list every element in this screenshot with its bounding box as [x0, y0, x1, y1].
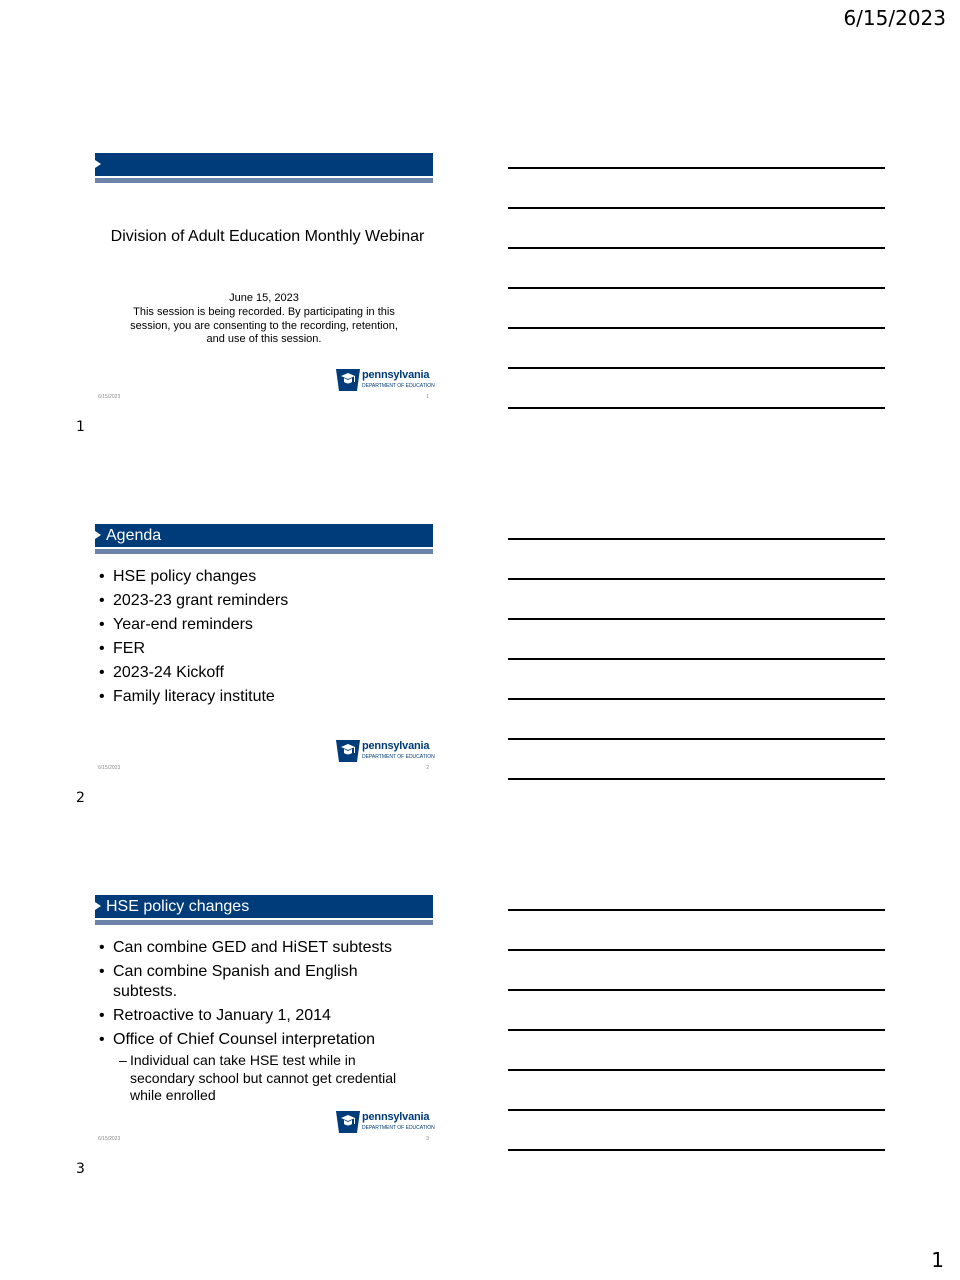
- list-item: • 2023-24 Kickoff: [98, 663, 428, 683]
- brand-department: DEPARTMENT OF EDUCATION: [362, 383, 435, 389]
- note-line: [508, 989, 885, 991]
- note-line: [508, 327, 885, 329]
- keystone-icon: [335, 738, 361, 764]
- pa-education-logo: [335, 1109, 433, 1135]
- brand-name: pennsylvania: [362, 1111, 430, 1123]
- slide-header-title: Agenda: [106, 527, 162, 544]
- brand-name: pennsylvania: [362, 369, 430, 381]
- arrow-icon: [95, 902, 101, 910]
- note-line: [508, 247, 885, 249]
- slide-2: [95, 524, 433, 782]
- slide-header-rule: [95, 920, 433, 925]
- slide-header-title: HSE policy changes: [106, 898, 250, 915]
- slide-3: [95, 895, 433, 1153]
- note-line: [508, 778, 885, 780]
- sub-list-item: – Individual can take HSE test while in secondary school but cannot get credential while enrolled: [119, 1052, 420, 1105]
- slide-footer-number: 3: [426, 1136, 429, 1142]
- recording-notice: This session is being recorded. By participating in this session, you are consenting to the recording, retention, and use of this session.: [130, 306, 398, 345]
- slide-footer-date: 6/15/2023: [98, 765, 121, 771]
- brand-department: DEPARTMENT OF EDUCATION: [362, 1125, 435, 1131]
- note-line: [508, 618, 885, 620]
- note-line: [508, 407, 885, 409]
- slide-footer-number: 2: [426, 765, 429, 771]
- note-line: [508, 1149, 885, 1151]
- brand-department: DEPARTMENT OF EDUCATION: [362, 754, 435, 760]
- slide-1: [95, 153, 433, 411]
- arrow-icon: [95, 531, 101, 539]
- note-line: [508, 207, 885, 209]
- pa-education-logo: [335, 738, 433, 764]
- slide-label-3: 3: [76, 1161, 85, 1177]
- keystone-icon: [335, 1109, 361, 1135]
- note-line: [508, 738, 885, 740]
- note-line: [508, 909, 885, 911]
- note-line: [508, 287, 885, 289]
- list-item: • Can combine Spanish and English subtests.: [98, 962, 368, 1002]
- list-item: • 2023-23 grant reminders: [98, 591, 428, 611]
- slide-header-rule: [95, 178, 433, 183]
- slide-header-bar: [95, 524, 433, 547]
- brand-name: pennsylvania: [362, 740, 430, 752]
- slide-header-rule: [95, 549, 433, 554]
- slide-label-2: 2: [76, 790, 85, 806]
- policy-list: [98, 938, 428, 1109]
- slide-date: June 15, 2023: [229, 292, 299, 304]
- list-item: • FER: [98, 639, 428, 659]
- slide-label-1: 1: [76, 419, 85, 435]
- list-item: • Retroactive to January 1, 2014: [98, 1006, 428, 1026]
- arrow-icon: [95, 160, 101, 168]
- note-line: [508, 1109, 885, 1111]
- list-item: • Can combine GED and HiSET subtests: [98, 938, 428, 958]
- list-item: • Family literacy institute: [98, 687, 428, 707]
- page-number: 1: [931, 1248, 944, 1272]
- slide-footer-date: 6/15/2023: [98, 1136, 121, 1142]
- list-item-text: Office of Chief Counsel interpretation: [113, 1031, 376, 1048]
- note-line: [508, 167, 885, 169]
- note-line: [508, 949, 885, 951]
- list-item: • Year-end reminders: [98, 615, 428, 635]
- note-line: [508, 367, 885, 369]
- keystone-icon: [335, 367, 361, 393]
- slide-header-bar: [95, 895, 433, 918]
- note-line: [508, 578, 885, 580]
- slide-footer-number: 1: [426, 394, 429, 400]
- pa-education-logo: [335, 367, 433, 393]
- list-item: [98, 1030, 428, 1105]
- note-line: [508, 658, 885, 660]
- slide-footer-date: 6/15/2023: [98, 394, 121, 400]
- note-line: [508, 538, 885, 540]
- slide-header-bar: [95, 153, 433, 176]
- list-item: • HSE policy changes: [98, 567, 428, 587]
- note-line: [508, 698, 885, 700]
- page-date: 6/15/2023: [843, 6, 946, 30]
- note-line: [508, 1069, 885, 1071]
- note-line: [508, 1029, 885, 1031]
- agenda-list: [98, 567, 428, 711]
- slide-title: Division of Adult Education Monthly Webinar: [110, 228, 425, 245]
